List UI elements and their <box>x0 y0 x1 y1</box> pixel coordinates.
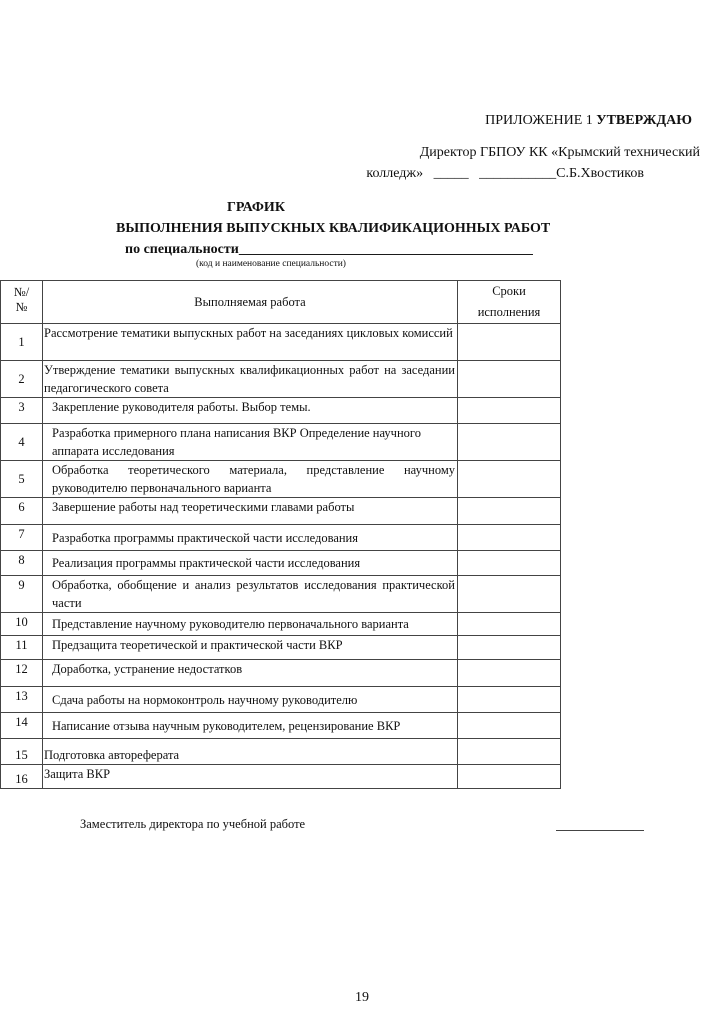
row-deadline[interactable] <box>458 525 561 551</box>
specialty-hint: (код и наименование специальности) <box>196 259 346 269</box>
row-number: 10 <box>1 613 43 636</box>
table-row <box>1 424 561 461</box>
director-college: колледж» <box>366 166 424 181</box>
row-work: Реализация программы практической части исследования <box>43 551 458 576</box>
row-number: 2 <box>1 361 43 398</box>
row-number: 9 <box>1 576 43 613</box>
row-work: Обработка теоретического материала, представление научному руководителю первоначального варианта <box>43 461 458 498</box>
row-work: Разработка программы практической части исследования <box>43 525 458 551</box>
specialty-line <box>125 242 533 258</box>
director-line-2 <box>366 166 644 182</box>
row-number: 12 <box>1 660 43 687</box>
row-number: 13 <box>1 687 43 713</box>
row-work: Утверждение тематики выпускных квалификационных работ на заседании педагогического совета <box>43 361 458 398</box>
appendix-label: ПРИЛОЖЕНИЕ 1 <box>485 113 593 128</box>
row-deadline[interactable] <box>458 713 561 739</box>
row-deadline[interactable] <box>458 461 561 498</box>
director-date-blank: _____ <box>433 166 469 181</box>
row-work: Обработка, обобщение и анализ результатов исследования практической части <box>43 576 458 613</box>
row-number: 6 <box>1 498 43 525</box>
row-work: Завершение работы над теоретическими главами работы <box>43 498 458 525</box>
row-work: Сдача работы на нормоконтроль научному руководителю <box>43 687 458 713</box>
table-row <box>1 765 561 789</box>
table-row <box>1 361 561 398</box>
row-deadline[interactable] <box>458 398 561 424</box>
table-row <box>1 576 561 613</box>
row-number: 14 <box>1 713 43 739</box>
row-deadline[interactable] <box>458 660 561 687</box>
table-header-row <box>1 281 561 324</box>
specialty-label: по специальности <box>125 242 239 257</box>
row-number: 3 <box>1 398 43 424</box>
specialty-blank: __________________________________________ <box>238 242 533 257</box>
table-row <box>1 525 561 551</box>
row-number: 8 <box>1 551 43 576</box>
row-deadline[interactable] <box>458 687 561 713</box>
row-deadline[interactable] <box>458 361 561 398</box>
table-row <box>1 551 561 576</box>
row-deadline[interactable] <box>458 576 561 613</box>
row-deadline[interactable] <box>458 739 561 765</box>
row-work: Подготовка автореферата <box>43 739 458 765</box>
header-deadline: Сроки исполнения <box>458 281 561 324</box>
row-work: Предзащита теоретической и практической части ВКР <box>43 636 458 660</box>
document-title: ГРАФИК <box>227 200 285 215</box>
table-row <box>1 324 561 361</box>
table-row <box>1 687 561 713</box>
row-work: Рассмотрение тематики выпускных работ на заседаниях цикловых комиссий <box>43 324 458 361</box>
row-deadline[interactable] <box>458 424 561 461</box>
row-work: Написание отзыва научным руководителем, рецензирование ВКР <box>43 713 458 739</box>
table-row <box>1 498 561 525</box>
row-work: Доработка, устранение недостатков <box>43 660 458 687</box>
document-title-line-2: ВЫПОЛНЕНИЯ ВЫПУСКНЫХ КВАЛИФИКАЦИОННЫХ РАБОТ <box>116 221 551 236</box>
appendix-heading <box>485 113 692 129</box>
row-number: 1 <box>1 324 43 361</box>
row-work: Разработка примерного плана написания ВКР Определение научного аппарата исследования <box>43 424 458 461</box>
schedule-table <box>0 280 561 789</box>
row-deadline[interactable] <box>458 324 561 361</box>
row-deadline[interactable] <box>458 551 561 576</box>
director-signature-blank: ___________ <box>479 166 557 181</box>
row-work: Представление научному руководителю первоначального варианта <box>43 613 458 636</box>
row-number: 15 <box>1 739 43 765</box>
row-work: Защита ВКР <box>43 765 458 789</box>
table-row <box>1 713 561 739</box>
row-number: 5 <box>1 461 43 498</box>
row-work: Закрепление руководителя работы. Выбор темы. <box>43 398 458 424</box>
director-line-1: Директор ГБПОУ КК «Крымский технический <box>419 145 700 160</box>
table-row <box>1 461 561 498</box>
row-deadline[interactable] <box>458 765 561 789</box>
table-row <box>1 613 561 636</box>
row-deadline[interactable] <box>458 636 561 660</box>
row-deadline[interactable] <box>458 498 561 525</box>
table-row <box>1 398 561 424</box>
row-number: 16 <box>1 765 43 789</box>
header-work: Выполняемая работа <box>43 281 458 324</box>
row-number: 4 <box>1 424 43 461</box>
approve-label: УТВЕРЖДАЮ <box>596 113 692 128</box>
page-number: 19 <box>355 990 369 1005</box>
signature-line <box>556 818 644 831</box>
table-row <box>1 660 561 687</box>
table-row <box>1 739 561 765</box>
row-number: 7 <box>1 525 43 551</box>
table-row <box>1 636 561 660</box>
signer-label: Заместитель директора по учебной работе <box>80 817 306 831</box>
director-name: С.Б.Хвостиков <box>556 166 644 181</box>
row-deadline[interactable] <box>458 613 561 636</box>
header-number: №/ № <box>1 281 43 324</box>
row-number: 11 <box>1 636 43 660</box>
